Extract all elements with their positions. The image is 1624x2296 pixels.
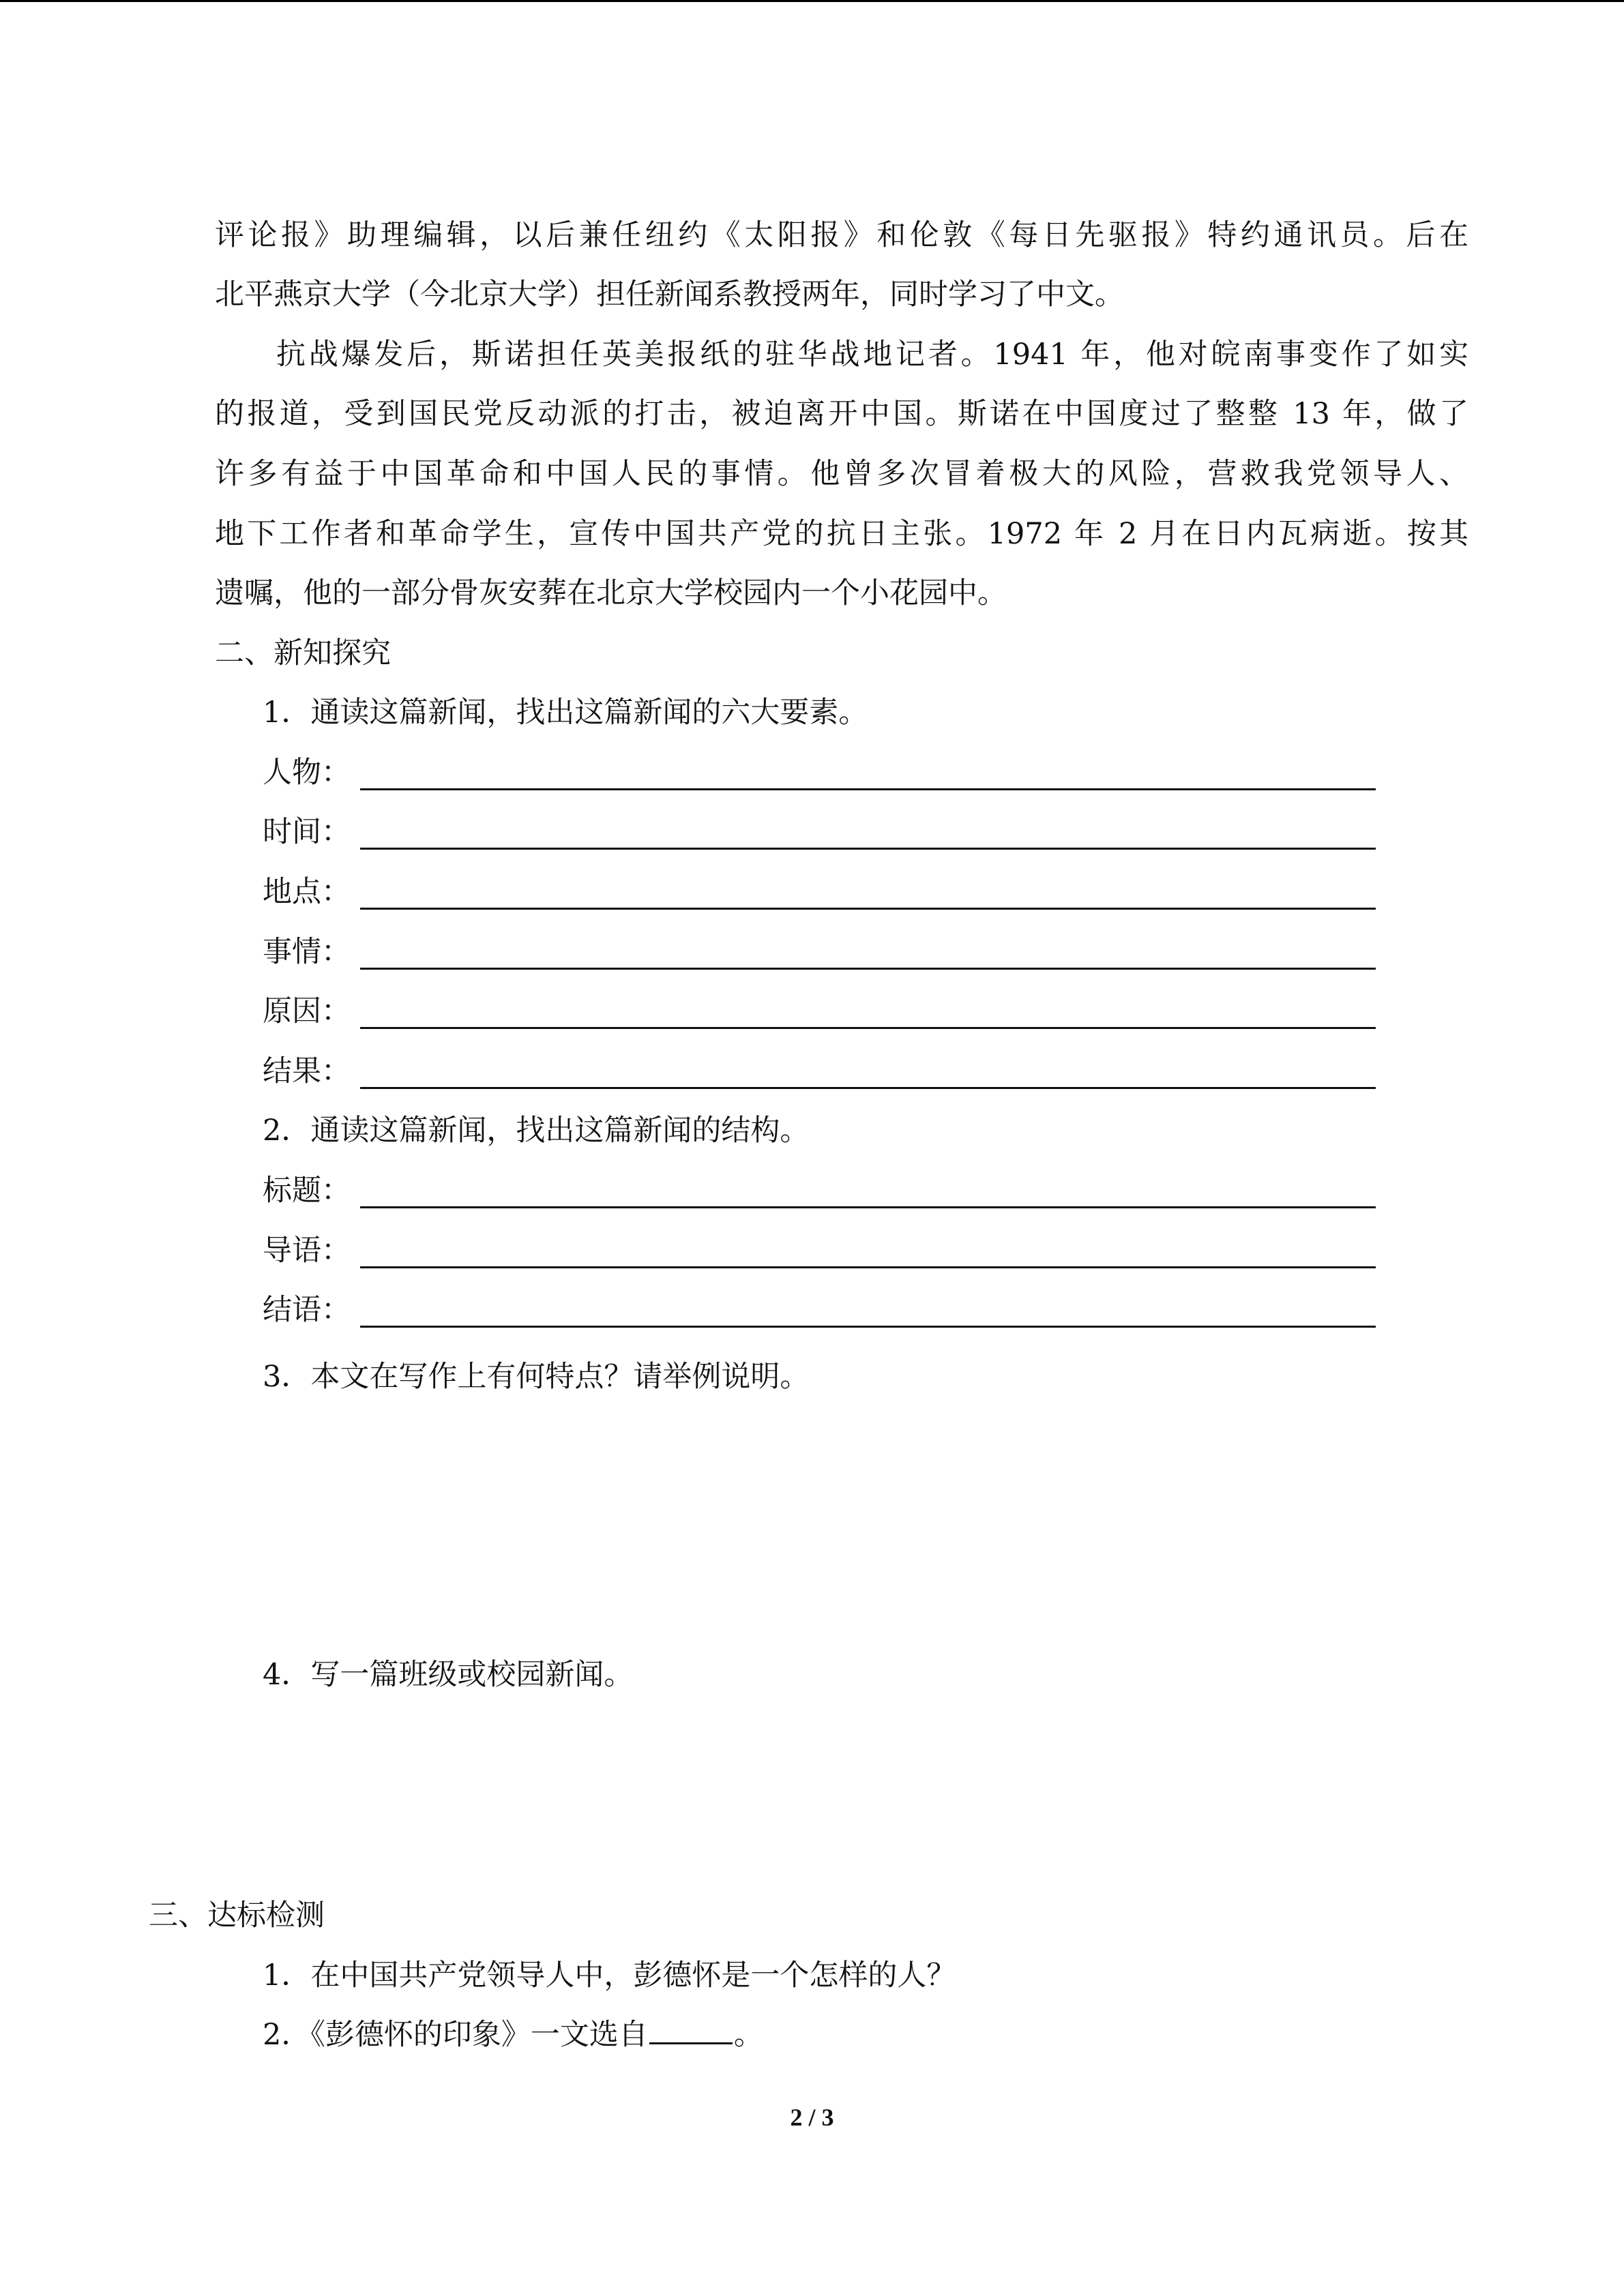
paragraph2-line-2: 的报道，受到国民党反动派的打击，被迫离开中国。斯诺在中国度过了整整 13 年，做了 [215, 397, 1468, 431]
section3-heading: 三、达标检测 [149, 1898, 325, 1933]
field-lead-answer-line[interactable] [360, 1266, 1376, 1268]
field-person-label: 人物： [263, 756, 351, 790]
field-event-answer-line[interactable] [360, 968, 1376, 970]
section3-question-1: 1．在中国共产党领导人中，彭德怀是一个怎样的人？ [263, 1958, 956, 1993]
field-time-label: 时间： [263, 815, 351, 849]
question-4-write-news: 4．写一篇班级或校园新闻。 [263, 1658, 634, 1692]
field-result[interactable] [263, 1051, 1376, 1092]
field-result-answer-line[interactable] [360, 1087, 1376, 1089]
question-2-structure: 2．通读这篇新闻，找出这篇新闻的结构。 [263, 1114, 810, 1148]
field-event-label: 事情： [263, 935, 351, 969]
field-time-answer-line[interactable] [360, 848, 1376, 850]
question-3-writing-features: 3．本文在写作上有何特点？请举例说明。 [263, 1360, 810, 1394]
field-title[interactable] [263, 1170, 1376, 1211]
section2-heading: 二、新知探究 [215, 636, 391, 670]
field-event[interactable] [263, 931, 1376, 972]
section3-question-2-end: 。 [733, 2018, 763, 2052]
field-lead-label: 导语： [263, 1234, 351, 1268]
field-place-answer-line[interactable] [360, 908, 1376, 910]
field-cause[interactable] [263, 991, 1376, 1032]
paragraph2-line-5: 遗嘱，他的一部分骨灰安葬在北京大学校园内一个小花园中。 [215, 576, 1007, 610]
paragraph2-line-3: 许多有益于中国革命和中国人民的事情。他曾多次冒着极大的风险，营救我党领导人、 [215, 457, 1468, 491]
field-cause-label: 原因： [263, 994, 351, 1028]
field-conclusion-label: 结语： [263, 1293, 351, 1327]
paragraph2-line-1: 抗战爆发后，斯诺担任英美报纸的驻华战地记者。1941 年，他对皖南事变作了如实 [276, 338, 1468, 372]
section3-question-2-text: 2．《彭德怀的印象》一文选自 [263, 2018, 648, 2052]
field-title-answer-line[interactable] [360, 1206, 1376, 1208]
field-conclusion-answer-line[interactable] [360, 1326, 1376, 1328]
field-place-label: 地点： [263, 875, 351, 909]
intro-line-2: 北平燕京大学（今北京大学）担任新闻系教授两年，同时学习了中文。 [215, 278, 1124, 312]
field-time[interactable] [263, 811, 1376, 852]
page-top-border [0, 0, 1624, 2]
field-person-answer-line[interactable] [360, 788, 1376, 790]
paragraph2-line-4: 地下工作者和革命学生，宣传中国共产党的抗日主张。1972 年 2 月在日内瓦病逝。按其 [215, 517, 1468, 551]
page-number: 2 / 3 [790, 2104, 834, 2131]
section3-question-2 [263, 2014, 763, 2055]
field-title-label: 标题： [263, 1174, 351, 1208]
field-result-label: 结果： [263, 1054, 351, 1088]
field-place[interactable] [263, 871, 1376, 912]
question-1-six-elements: 1．通读这篇新闻，找出这篇新闻的六大要素。 [263, 696, 868, 730]
intro-line-1: 评论报》助理编辑，以后兼任纽约《太阳报》和伦敦《每日先驱报》特约通讯员。后在 [215, 218, 1468, 252]
field-lead[interactable] [263, 1230, 1376, 1271]
field-cause-answer-line[interactable] [360, 1027, 1376, 1029]
field-conclusion[interactable] [263, 1289, 1376, 1330]
field-person[interactable] [263, 752, 1376, 793]
section3-question-2-blank[interactable] [649, 2016, 733, 2044]
